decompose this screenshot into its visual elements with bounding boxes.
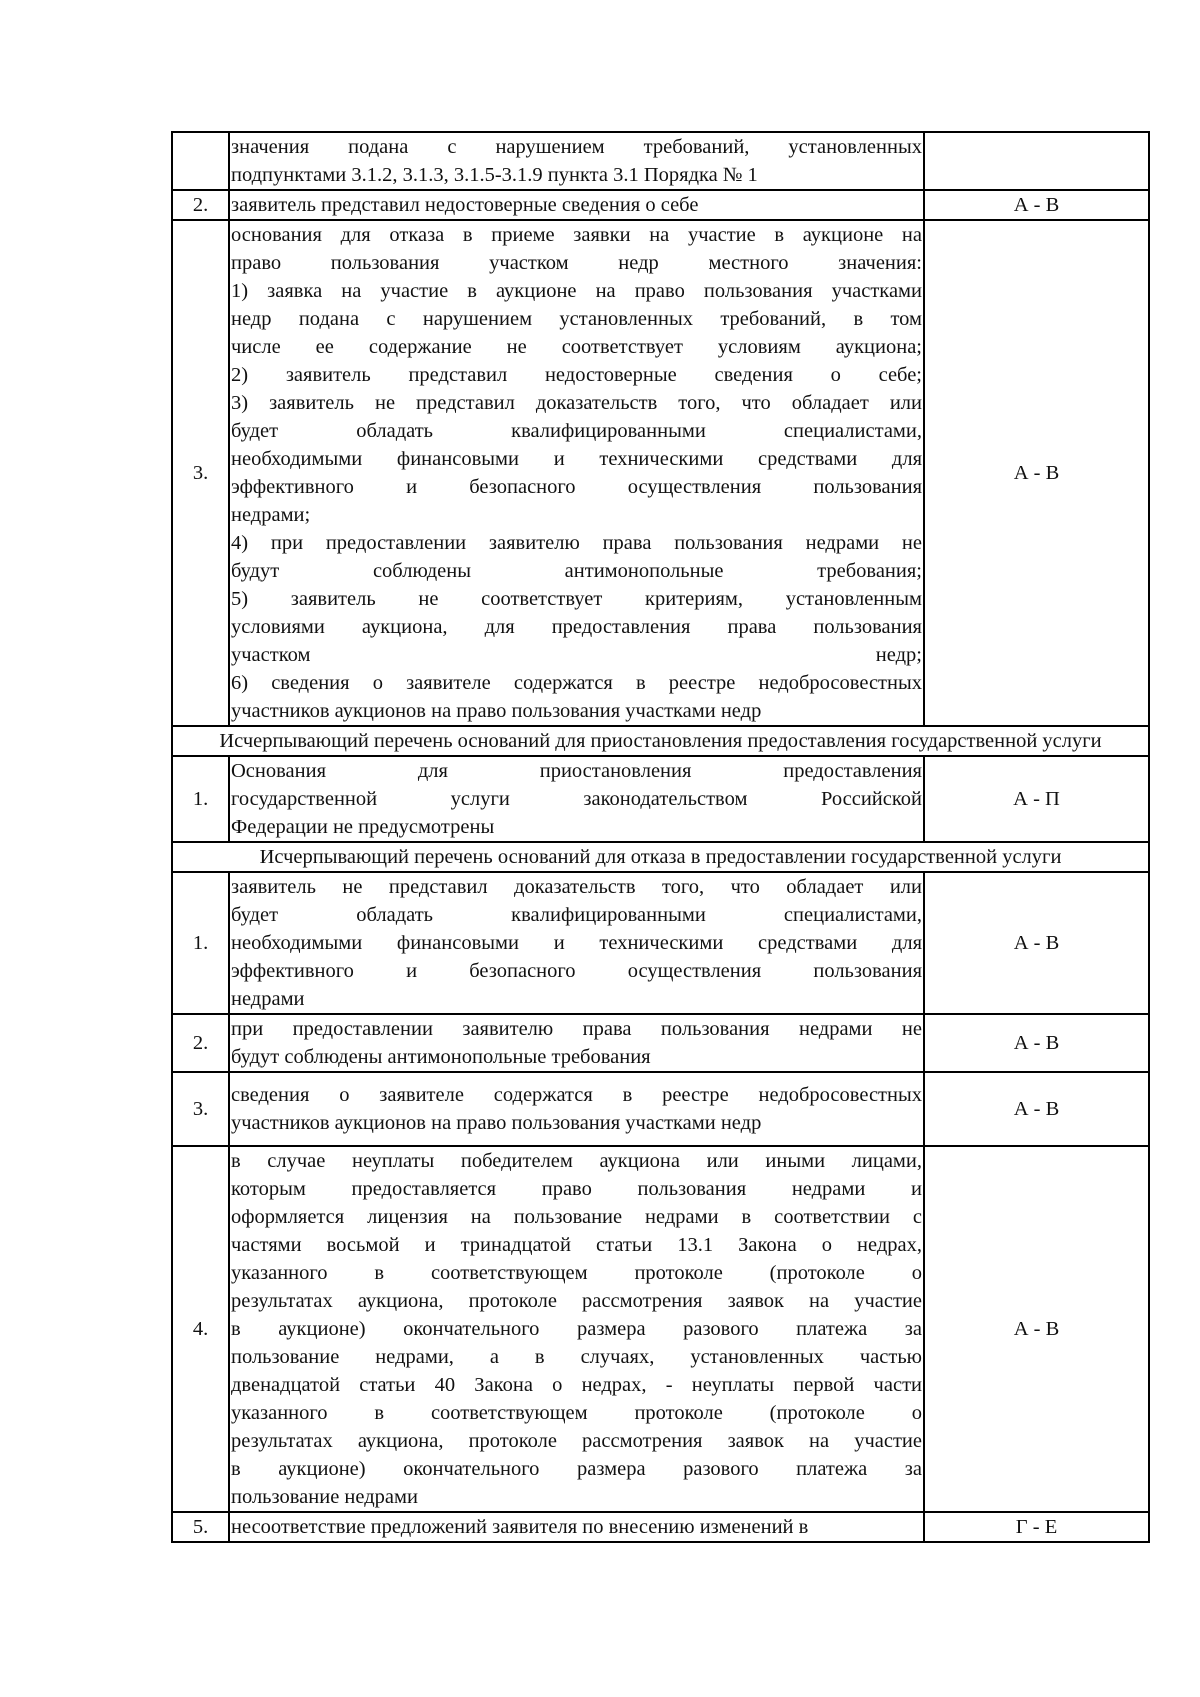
text-line: будут соблюдены антимонопольные требования; bbox=[231, 560, 922, 582]
text-line: заявитель представил недостоверные сведения о себе bbox=[231, 194, 699, 216]
section-title: Исчерпывающий перечень оснований для отказа в предоставлении государственной услуги bbox=[172, 842, 1149, 872]
table-row bbox=[172, 1014, 1149, 1072]
row-number: 2. bbox=[172, 190, 229, 220]
row-code: А - В bbox=[924, 1014, 1149, 1072]
row-text bbox=[229, 190, 924, 220]
row-code: А - В bbox=[924, 1072, 1149, 1146]
row-number: 3. bbox=[172, 220, 229, 726]
row-code: А - В bbox=[924, 1146, 1149, 1512]
text-line: результатах аукциона, протоколе рассмотрения заявок на участие bbox=[231, 1430, 922, 1452]
row-text bbox=[229, 1146, 924, 1512]
text-line: недрами; bbox=[231, 504, 311, 526]
row-text bbox=[229, 1014, 924, 1072]
text-line: сведения о заявителе содержатся в реестре недобросовестных bbox=[231, 1084, 922, 1106]
row-number: 4. bbox=[172, 1146, 229, 1512]
text-line: 1) заявка на участие в аукционе на право пользования участками bbox=[231, 280, 922, 302]
text-line: в аукционе) окончательного размера разового платежа за bbox=[231, 1318, 922, 1340]
row-number bbox=[172, 132, 229, 190]
row-text bbox=[229, 872, 924, 1014]
text-line: будет обладать квалифицированными специалистами, bbox=[231, 420, 922, 442]
row-text bbox=[229, 132, 924, 190]
text-line: пользование недрами, а в случаях, установленных частью bbox=[231, 1346, 922, 1368]
row-number: 2. bbox=[172, 1014, 229, 1072]
text-line: заявитель не представил доказательств того, что обладает или bbox=[231, 876, 922, 898]
row-number: 1. bbox=[172, 872, 229, 1014]
row-text bbox=[229, 756, 924, 842]
table-row bbox=[172, 1072, 1149, 1146]
table-row bbox=[172, 872, 1149, 1014]
table-row bbox=[172, 756, 1149, 842]
document-table-body bbox=[172, 132, 1149, 1542]
text-line: участком недр; bbox=[231, 644, 922, 666]
text-line: 3) заявитель не представил доказательств того, что обладает или bbox=[231, 392, 922, 414]
text-line: значения подана с нарушением требований, установленных bbox=[231, 136, 922, 158]
section-header-row bbox=[172, 726, 1149, 756]
row-code bbox=[924, 132, 1149, 190]
text-line: указанного в соответствующем протоколе (протоколе о bbox=[231, 1262, 922, 1284]
row-number: 1. bbox=[172, 756, 229, 842]
row-code: А - В bbox=[924, 872, 1149, 1014]
text-line: участников аукционов на право пользования участками недр bbox=[231, 1112, 762, 1134]
text-line: оформляется лицензия на пользование недрами в соответствии с bbox=[231, 1206, 922, 1228]
text-line: будет обладать квалифицированными специалистами, bbox=[231, 904, 922, 926]
row-text bbox=[229, 1072, 924, 1146]
text-line: необходимыми финансовыми и техническими средствами для bbox=[231, 932, 922, 954]
text-line: государственной услуги законодательством Российской bbox=[231, 788, 922, 810]
table-row bbox=[172, 190, 1149, 220]
text-line: 5) заявитель не соответствует критериям, установленным bbox=[231, 588, 922, 610]
section-header-row bbox=[172, 842, 1149, 872]
table-row bbox=[172, 220, 1149, 726]
text-line: участников аукционов на право пользования участками недр bbox=[231, 700, 762, 722]
text-line: 2) заявитель представил недостоверные сведения о себе; bbox=[231, 364, 922, 386]
row-code: А - П bbox=[924, 756, 1149, 842]
text-line: недрами bbox=[231, 988, 305, 1010]
text-line: при предоставлении заявителю права пользования недрами не bbox=[231, 1018, 922, 1040]
text-line: будут соблюдены антимонопольные требования bbox=[231, 1046, 651, 1068]
text-line: эффективного и безопасного осуществления пользования bbox=[231, 960, 922, 982]
text-line: подпунктами 3.1.2, 3.1.3, 3.1.5-3.1.9 пункта 3.1 Порядка № 1 bbox=[231, 164, 758, 186]
text-line: условиями аукциона, для предоставления права пользования bbox=[231, 616, 922, 638]
row-number: 5. bbox=[172, 1512, 229, 1542]
text-line: в случае неуплаты победителем аукциона или иными лицами, bbox=[231, 1150, 922, 1172]
text-line: числе ее содержание не соответствует условиям аукциона; bbox=[231, 336, 922, 358]
text-line: в аукционе) окончательного размера разового платежа за bbox=[231, 1458, 922, 1480]
text-line: которым предоставляется право пользования недрами и bbox=[231, 1178, 922, 1200]
document-table bbox=[171, 131, 1150, 1543]
text-line: Федерации не предусмотрены bbox=[231, 816, 495, 838]
text-line: результатах аукциона, протоколе рассмотрения заявок на участие bbox=[231, 1290, 922, 1312]
text-line: несоответствие предложений заявителя по внесению изменений в bbox=[231, 1516, 809, 1538]
table-row bbox=[172, 1146, 1149, 1512]
section-title: Исчерпывающий перечень оснований для приостановления предоставления государственной услуги bbox=[172, 726, 1149, 756]
row-number: 3. bbox=[172, 1072, 229, 1146]
row-code: А - В bbox=[924, 190, 1149, 220]
text-line: эффективного и безопасного осуществления пользования bbox=[231, 476, 922, 498]
text-line: недр подана с нарушением установленных требований, в том bbox=[231, 308, 922, 330]
text-line: двенадцатой статьи 40 Закона о недрах, - неуплаты первой части bbox=[231, 1374, 922, 1396]
row-text bbox=[229, 220, 924, 726]
table-row bbox=[172, 132, 1149, 190]
text-line: право пользования участком недр местного значения: bbox=[231, 252, 922, 274]
text-line: 4) при предоставлении заявителю права пользования недрами не bbox=[231, 532, 922, 554]
text-line: частями восьмой и тринадцатой статьи 13.1 Закона о недрах, bbox=[231, 1234, 922, 1256]
text-line: пользование недрами bbox=[231, 1486, 418, 1508]
table-row bbox=[172, 1512, 1149, 1542]
row-code: Г - Е bbox=[924, 1512, 1149, 1542]
text-line: указанного в соответствующем протоколе (протоколе о bbox=[231, 1402, 922, 1424]
text-line: Основания для приостановления предоставления bbox=[231, 760, 922, 782]
text-line: основания для отказа в приеме заявки на участие в аукционе на bbox=[231, 224, 922, 246]
text-line: 6) сведения о заявителе содержатся в реестре недобросовестных bbox=[231, 672, 922, 694]
text-line: необходимыми финансовыми и техническими средствами для bbox=[231, 448, 922, 470]
row-code: А - В bbox=[924, 220, 1149, 726]
row-text bbox=[229, 1512, 924, 1542]
